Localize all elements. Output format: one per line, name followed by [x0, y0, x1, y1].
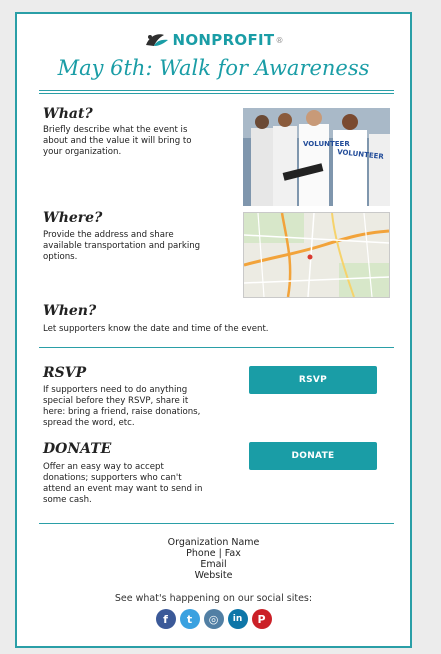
- location-map[interactable]: [243, 212, 390, 298]
- rsvp-body: [43, 385, 200, 429]
- linkedin-icon[interactable]: in: [228, 609, 248, 629]
- section-divider: [39, 347, 394, 348]
- donate-heading: DONATE: [43, 441, 112, 457]
- where-line: Provide the address and share: [43, 230, 174, 240]
- when-heading: When?: [43, 303, 97, 319]
- pinterest-icon[interactable]: P: [252, 609, 272, 629]
- where-heading: Where?: [43, 210, 103, 226]
- when-line: Let supporters know the date and time of the event.: [43, 324, 269, 334]
- volunteers-photo: [243, 108, 390, 206]
- social-icons: [17, 609, 410, 629]
- rsvp-line: here: bring a friend, raise donations,: [43, 407, 201, 417]
- contact-block: [17, 537, 410, 581]
- donate-line: attend an event may want to send in: [43, 484, 203, 494]
- header-divider: [39, 90, 394, 94]
- map-image: [244, 213, 389, 297]
- rsvp-heading: RSVP: [43, 365, 87, 381]
- brand-name: NONPROFIT: [172, 31, 275, 49]
- instagram-icon[interactable]: ◎: [204, 609, 224, 629]
- donate-line: donations; supporters who can't: [43, 473, 182, 483]
- volunteers-photo-image: [243, 108, 390, 206]
- org-name: Organization Name: [167, 537, 260, 548]
- shirt-text: VOLUNTEER: [336, 148, 385, 161]
- email-link[interactable]: Email: [200, 559, 227, 570]
- where-line: options.: [43, 252, 78, 262]
- event-title: May 6th: Walk for Awareness: [57, 56, 370, 80]
- what-line: your organization.: [43, 147, 122, 157]
- where-line: available transportation and parking: [43, 241, 201, 251]
- rsvp-line: spread the word, etc.: [43, 418, 135, 428]
- donate-button[interactable]: DONATE: [249, 442, 377, 470]
- what-body: [43, 125, 192, 158]
- what-line: about and the value it will bring to: [43, 136, 192, 146]
- email-container: [15, 12, 412, 648]
- registered-mark: ®: [275, 35, 284, 45]
- twitter-icon[interactable]: t: [180, 609, 200, 629]
- social-label: See what's happening on our social sites:: [114, 593, 313, 604]
- facebook-icon[interactable]: f: [156, 609, 176, 629]
- donate-line: some cash.: [43, 495, 92, 505]
- where-body: [43, 230, 200, 263]
- rsvp-line: If supporters need to do anything: [43, 385, 188, 395]
- when-body: [43, 324, 269, 335]
- phone-fax: Phone | Fax: [186, 548, 241, 559]
- shirt-text: VOLUNTEER: [303, 140, 350, 148]
- what-line: Briefly describe what the event is: [43, 125, 188, 135]
- what-heading: What?: [43, 106, 93, 122]
- donate-body: [43, 462, 202, 506]
- brand-leaf-icon: [144, 31, 170, 49]
- donate-line: Offer an easy way to accept: [43, 462, 164, 472]
- rsvp-button[interactable]: RSVP: [249, 366, 377, 394]
- brand-logo-row: [17, 28, 410, 52]
- header: [17, 28, 410, 80]
- rsvp-line: special before they RSVP, share it: [43, 396, 189, 406]
- website-link[interactable]: Website: [194, 570, 233, 581]
- footer-divider: [39, 523, 394, 524]
